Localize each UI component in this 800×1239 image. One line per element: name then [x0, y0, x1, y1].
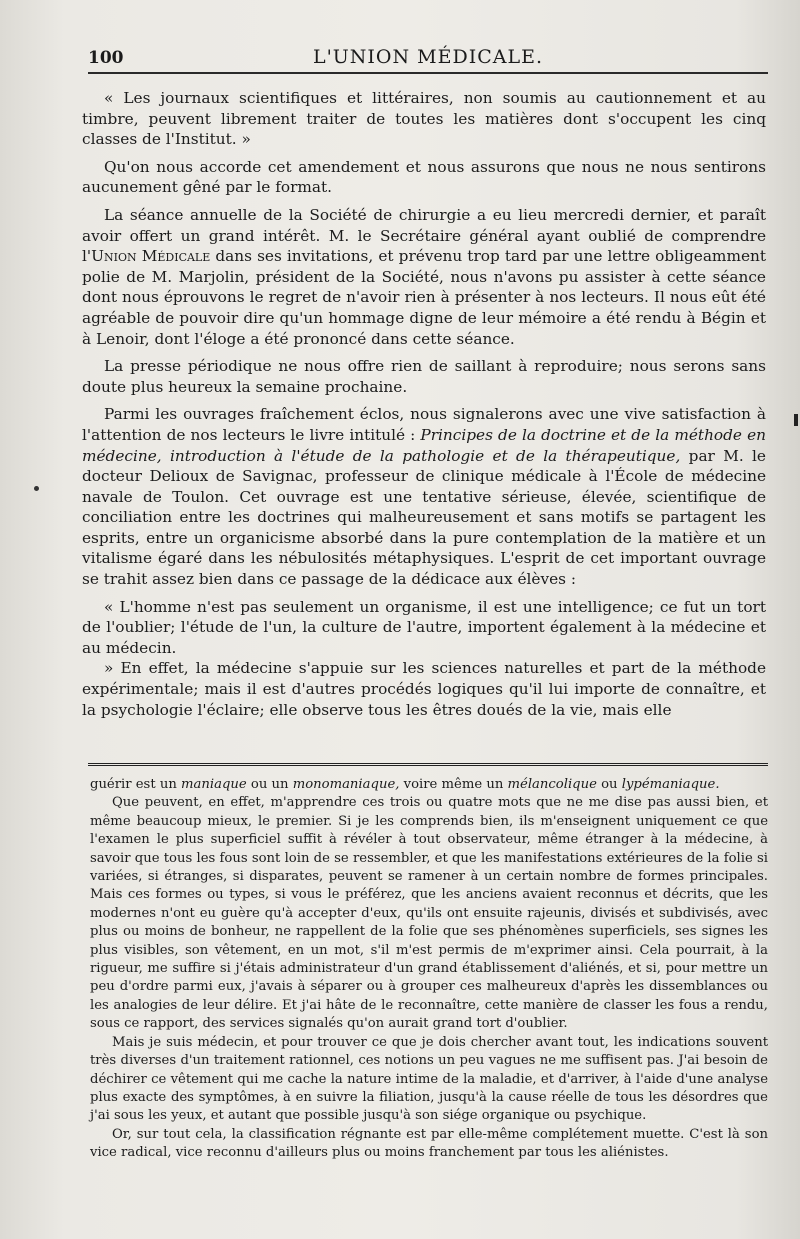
footnote-block	[90, 776, 768, 1163]
footnote-divider	[88, 763, 768, 770]
footnote-paragraph-formes: Que peuvent, en effet, m'apprendre ces trois ou quatre mots que ne me dise pas aussi bien, et même beaucoup mieux, le premier. Si je les comprends bien, ils m'enseignent uniquement ce que l'examen le plus superficiel suffit à révéler à tout observateur, même étranger à la médecine, à savoir que tous les fous sont loin de se ressembler, et que les manifestations extérieures de la folie si variées, si étranges, si disparates, peuvent se ramener à un certain nombre de formes principales. Mais ces formes ou types, si vous le préférez, que les anciens avaient reconnus et décrits, que les modernes n'ont eu guère qu'à accepter d'eux, qu'ils ont ensuite rajeunis, divisés et subdivisés, avec plus ou moins de bonheur, ne rappellent de la folie que ses phénomènes superficiels, ses signes les plus visibles, son vêtement, en un mot, s'il m'est permis de m'exprimer ainsi. Cela pourrait, à la rigueur, me suffire si j'étais administrateur d'un grand établissement d'aliénés, et si, pour mettre un peu d'ordre parmi eux, j'avais à séparer ou à grouper ces malheureux d'après les dissemblances ou les analogies de leur délire. Et j'ai hâte de le reconnaître, cette manière de classer les fous a rendu, sous ce rapport, des services signalés qu'on aurait grand tort d'oublier.	[90, 795, 768, 1032]
paragraph-citation-homme: « L'homme n'est pas seulement un organisme, il est une intelligence; ce fut un tort de l'oublier; l'étude de l'un, la culture de l'autre, importent également à la médecine et au médecin.	[82, 597, 766, 657]
main-text	[82, 88, 766, 720]
page-number: 100	[88, 48, 124, 68]
union-medicale-smallcaps: Union Médicale	[91, 247, 211, 266]
running-title: L'UNION MÉDICALE.	[312, 46, 544, 68]
paragraph-amendement: Qu'on nous accorde cet amendement et nous assurons que nous ne nous sentirons aucunement gêné par le format.	[82, 157, 766, 197]
margin-mark	[34, 486, 39, 491]
edge-mark	[794, 414, 798, 426]
paragraph-citation-medecine: » En effet, la médecine s'appuie sur les sciences naturelles et part de la méthode expérimentale; mais il est d'autres procédés logiques qu'il lui importe de connaître, et la psychologie l'éclaire; elle observe tous les êtres doués de la vie, mais elle	[82, 659, 766, 719]
footnote-paragraph-classification: Or, sur tout cela, la classification régnante est par elle-même complétement muette. C'est là son vice radical, vice reconnu d'ailleurs plus ou moins franchement par tous les aliénistes.	[90, 1126, 768, 1161]
paragraph-quote-journaux: « Les journaux scientifiques et littéraires, non soumis au cautionnement et au timbre, peuvent librement traiter de toutes les matières dont s'occupent les cinq classes de l'Institut. »	[82, 89, 766, 149]
page-header	[88, 42, 768, 74]
paragraph-ouvrages: Parmi les ouvrages fraîchement éclos, nous signalerons avec une vive satisfaction à l'attention de nos lecteurs le livre intitulé : Principes de la doctrine et de la méthode en médecine, introduction à l'étude de la pathologie et de la thérapeutique, par M. le docteur Delioux de Savignac, professeur de clinique médicale à l'École de médecine navale de Toulon. Cet ouvrage est une tentative sérieuse, élevée, scientifique de conciliation entre les doctrines qui malheureusement et sans motifs se partagent les esprits, entre un organicisme absorbé dans la pure contemplation de la matière et un vitalisme égaré dans les nébulosités métaphysiques. L'esprit de cet important ouvrage se trahit assez bien dans ce passage de la dédicace aux élèves :	[82, 405, 766, 589]
footnote-line-guerir: guérir est un maniaque ou un monomaniaque, voire même un mélancolique ou lypémaniaque.	[90, 777, 720, 792]
footnote-paragraph-medecin: Mais je suis médecin, et pour trouver ce que je dois chercher avant tout, les indications souvent très diverses d'un traitement rationnel, ces notions un peu vagues ne me suffisent pas. J'ai besoin de déchirer ce vêtement qui me cache la nature intime de la maladie, et d'arriver, à l'aide d'une analyse plus exacte des symptômes, à en suivre la filiation, jusqu'à la cause réelle de tous les désordres que j'ai sous les yeux, et autant que possible jusqu'à son siége organique ou psychique.	[90, 1034, 768, 1124]
paragraph-societe-chirurgie: La séance annuelle de la Société de chirurgie a eu lieu mercredi dernier, et paraît avoir offert un grand intérêt. M. le Secrétaire général ayant oublié de comprendre l'Union Médicale dans ses invitations, et prévenu trop tard par une lettre obligeamment polie de M. Marjolin, président de la Société, nous n'avons pu assister à cette séance dont nous éprouvons le regret de n'avoir rien à présenter à nos lecteurs. Il nous eût été agréable de pouvoir dire qu'un hommage digne de leur mémoire a été rendu à Bégin et à Lenoir, dont l'éloge a été prononcé dans cette séance.	[82, 205, 766, 348]
book-title: Principes de la doctrine et de la méthode en médecine, introduction à l'étude de la pathologie et de la thérapeutique,	[82, 425, 766, 465]
paragraph-presse: La presse périodique ne nous offre rien de saillant à reproduire; nous serons sans doute plus heureux la semaine prochaine.	[82, 357, 766, 396]
